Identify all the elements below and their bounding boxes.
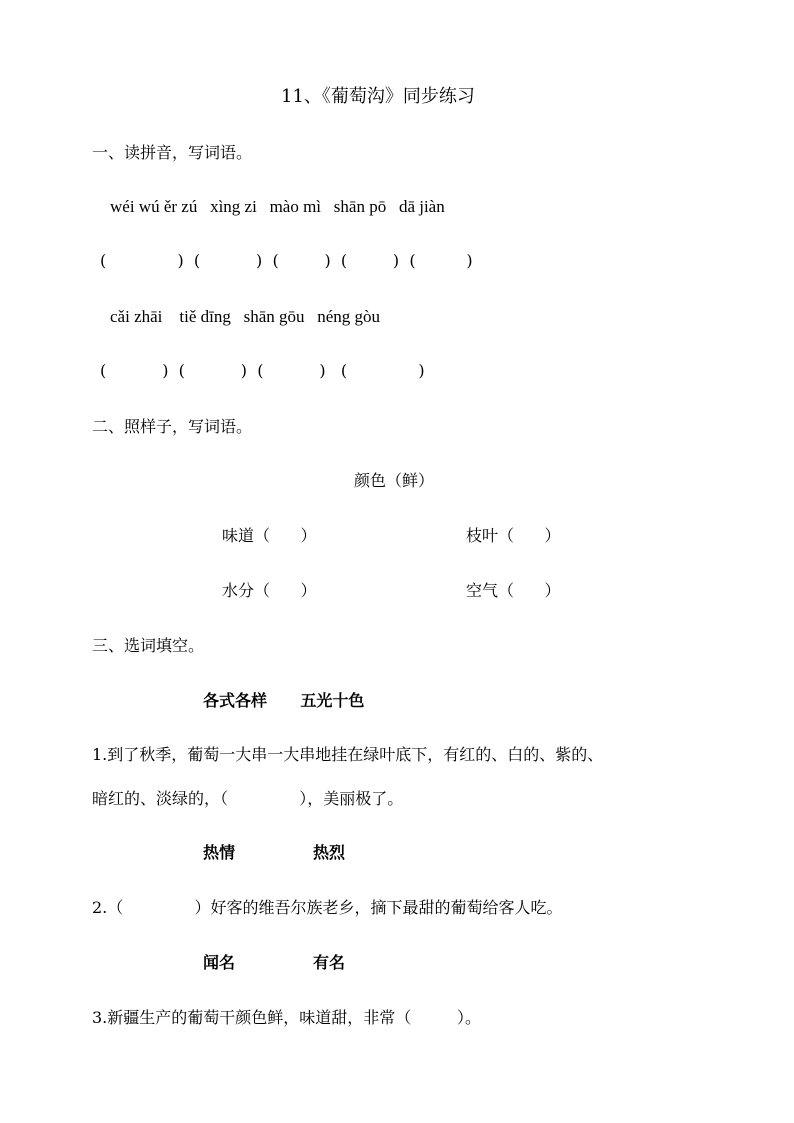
word-item-leaves[interactable]: 枝叶（ ） [466, 526, 561, 545]
pinyin-row-2: cǎi zhāi tiě dīng shān gōu néng gòu [110, 307, 381, 326]
example-word: 颜色（鲜） [354, 471, 435, 490]
question-1-line-1: 1.到了秋季，葡萄一大串一大串地挂在绿叶底下，有红的、白的、紫的、 [92, 745, 604, 764]
word-item-moisture[interactable]: 水分（ ） [222, 581, 317, 600]
word-item-air[interactable]: 空气（ ） [466, 581, 561, 600]
question-1-line-2[interactable]: 暗红的、淡绿的，（ ），美丽极了。 [92, 789, 404, 808]
section-2-heading: 二、照样子，写词语。 [92, 417, 253, 436]
pinyin-row-1: wéi wú ěr zú xìng zi mào mì shān pō dā jiàn [110, 197, 445, 216]
word-item-flavor[interactable]: 味道（ ） [222, 526, 317, 545]
worksheet-title: 11、《葡萄沟》同步练习 [281, 86, 475, 107]
question-2[interactable]: 2.（ ）好客的维吾尔族老乡，摘下最甜的葡萄给客人吃。 [92, 898, 563, 917]
section-1-heading: 一、读拼音，写词语。 [92, 143, 253, 162]
question-3[interactable]: 3.新疆生产的葡萄干颜色鲜，味道甜，非常（ ）。 [92, 1008, 482, 1027]
answer-blanks-row-2[interactable]: ( ) ( ) ( ) ( ) [100, 361, 425, 380]
answer-blanks-row-1[interactable]: ( ) ( ) ( ) ( ) ( ) [100, 251, 473, 270]
word-choices-3: 闻名 有名 [203, 953, 345, 972]
section-3-heading: 三、选词填空。 [92, 636, 205, 655]
word-choices-1: 各式各样 五光十色 [203, 691, 365, 710]
word-choices-2: 热情 热烈 [203, 843, 345, 862]
